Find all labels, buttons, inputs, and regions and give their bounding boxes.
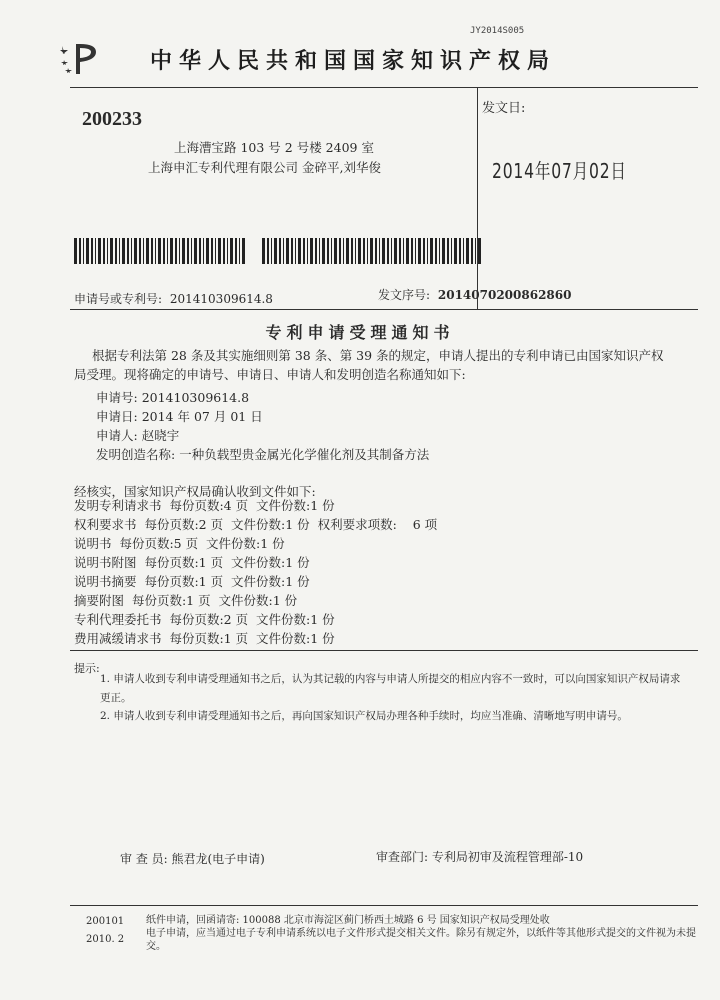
send-number [378, 286, 571, 303]
note-item-2: 2. 申请人收到专利申请受理通知书之后，再向国家知识产权局办理各种手续时，均应当准确、清晰地写明申请号。 [100, 710, 628, 722]
list-item: 发明专利请求书 每份页数:4 页 文件份数:1 份 [74, 498, 335, 513]
field-label: 申请人: [96, 428, 138, 443]
numbers-divider [70, 309, 698, 310]
vertical-divider [477, 87, 478, 309]
intro-text: 根据专利法第 28 条及其实施细则第 38 条、第 39 条的规定，申请人提出的专利申请已由国家知识产权局受理。现将确定的申请号、申请日、申请人和发明创造名称通知如下: [74, 348, 664, 382]
list-item: 说明书摘要 每份页数:1 页 文件份数:1 份 [74, 574, 310, 589]
field-label: 发明创造名称: [96, 447, 176, 462]
department: 审查部门: 专利局初审及流程管理部-10 [376, 850, 584, 864]
field-value: 赵晓宇 [141, 428, 180, 443]
send-number-value: 2014070200862860 [437, 288, 572, 302]
list-item: 专利代理委托书 每份页数:2 页 文件份数:1 份 [74, 612, 335, 627]
footer-text [146, 914, 696, 953]
application-number-value: 201410309614.8 [169, 292, 273, 306]
list-item: 权利要求书 每份页数:2 页 文件份数:1 份 权利要求项数: 6 项 [74, 517, 438, 532]
intro-paragraph [74, 346, 674, 384]
footer-code-2: 2010. 2 [86, 934, 125, 945]
field-label: 申请日: [96, 409, 138, 424]
footer-line-1: 纸件申请，回函请寄: 100088 北京市海淀区蓟门桥西土城路 6 号 国家知识产权局受理处收 [146, 915, 550, 926]
field-application-date [96, 407, 429, 426]
address-line: 上海漕宝路 103 号 2 号楼 2409 室 [174, 140, 374, 155]
field-invention-title [96, 445, 429, 464]
send-date-value: 2014年07月02日 [492, 159, 627, 183]
footer-divider [70, 905, 698, 906]
field-application-number [96, 388, 429, 407]
application-number [74, 290, 273, 307]
field-value: 一种负载型贵金属光化学催化剂及其制备方法 [179, 447, 430, 462]
verification-intro: 经核实，国家知识产权局确认收到文件如下: [74, 484, 316, 499]
document-title: 专利申请受理通知书 [265, 323, 455, 342]
barcode-left [74, 238, 246, 264]
note-item-1: 1. 申请人收到专利申请受理通知书之后，认为其记载的内容与申请人所提交的相应内容不一致时，可以向国家知识产权局请求更正。 [100, 673, 681, 704]
list-item: 费用减缓请求书 每份页数:1 页 文件份数:1 份 [74, 631, 335, 646]
header-divider [70, 87, 698, 88]
footer-line-2: 电子申请，应当通过电子专利申请系统以电子文件形式提交相关文件。除另有规定外，以纸件等其他形式提交的文件视为未提交。 [146, 928, 696, 952]
recipient-line: 上海申汇专利代理有限公司 金碎平,刘华俊 [148, 160, 381, 175]
field-value: 201410309614.8 [141, 390, 250, 405]
examiner: 审 查 员: 熊君龙(电子申请) [120, 852, 265, 866]
form-code: JY2014S005 [470, 26, 525, 36]
field-applicant [96, 426, 429, 445]
notes-divider [70, 650, 698, 651]
send-number-label: 发文序号: [378, 288, 431, 302]
postcode: 200233 [82, 108, 142, 130]
footer-code-1: 200101 [86, 916, 125, 927]
list-item: 说明书附图 每份页数:1 页 文件份数:1 份 [74, 555, 310, 570]
application-number-label: 申请号或专利号: [74, 292, 163, 306]
file-list [74, 496, 437, 648]
list-item: 说明书 每份页数:5 页 文件份数:1 份 [74, 536, 285, 551]
agency-name: 中华人民共和国国家知识产权局 [150, 49, 557, 74]
send-date-label: 发文日: [482, 101, 526, 116]
list-item: 摘要附图 每份页数:1 页 文件份数:1 份 [74, 593, 298, 608]
field-value: 2014 年 07 月 01 日 [141, 409, 263, 424]
notes-label: 提示: [74, 662, 100, 675]
application-fields [96, 388, 429, 464]
barcode-right [262, 238, 482, 264]
field-label: 申请号: [96, 390, 138, 405]
agency-logo-icon [58, 40, 100, 76]
